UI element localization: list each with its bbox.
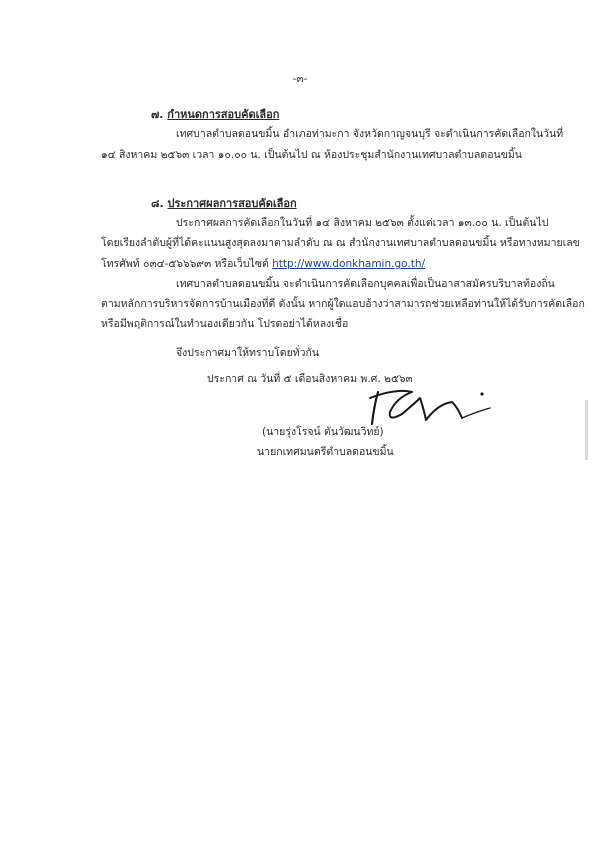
section-8-heading	[151, 197, 297, 211]
section-8-title: ประกาศผลการสอบคัดเลือก	[167, 197, 297, 210]
section-8-para2-line-3: หรือมีพฤติการณ์ในทำนองเดียวกัน โปรดอย่าได้หลงเชื่อ	[101, 318, 349, 330]
signer-name: (นายรุ่งโรจน์ ตันวัฒนวิทย์)	[262, 426, 384, 438]
section-7-number: ๗.	[151, 108, 164, 121]
section-8-line-3	[101, 257, 425, 271]
section-7-line-2: ๑๔ สิงหาคม ๒๕๖๓ เวลา ๑๐.๐๐ น. เป็นต้นไป ณ ห้องประชุมสำนักงานเทศบาลตำบลดอนขมิ้น	[101, 149, 522, 161]
section-8-para2-line-2: ตามหลักการบริหารจัดการบ้านเมืองที่ดี ดังนั้น หากผู้ใดแอบอ้างว่าสามารถช่วยเหลือท่านให้ได้รับการคัดเลือก	[101, 298, 585, 310]
page-number: -๓-	[292, 73, 308, 85]
section-8-para2-line-1: เทศบาลตำบลดอนขมิ้น จะดำเนินการคัดเลือกบุคคลเพื่อเป็นอาสาสมัครบริบาลท้องถิ่น	[176, 278, 555, 290]
section-8-line-1: ประกาศผลการคัดเลือกในวันที่ ๑๔ สิงหาคม ๒๕๖๓ ตั้งแต่เวลา ๑๓.๐๐ น. เป็นต้นไป	[176, 217, 549, 229]
handwritten-signature	[366, 384, 496, 429]
section-8-line-2: โดยเรียงลำดับผู้ที่ได้คะแนนสูงสุดลงมาตามลำดับ ณ ณ สำนักงานเทศบาลตำบลดอนขมิ้น หรือทางหมายเลข	[101, 237, 580, 249]
closing-text: จึงประกาศมาให้ทราบโดยทั่วกัน	[176, 347, 320, 359]
announcement-date: ประกาศ ณ วันที่ ๕ เดือนสิงหาคม พ.ศ. ๒๕๖๓	[207, 373, 413, 385]
scan-artifact	[585, 400, 588, 460]
section-7-line-1: เทศบาลตำบลดอนขมิ้น อำเภอท่ามะกา จังหวัดกาญจนบุรี จะดำเนินการคัดเลือกในวันที่	[176, 128, 564, 140]
section-8-number: ๘.	[151, 197, 164, 210]
signer-title: นายกเทศมนตรีตำบลดอนขมิ้น	[257, 446, 394, 458]
section-7-heading	[151, 108, 279, 122]
website-link[interactable]: http://www.donkhamin.go.th/	[272, 258, 426, 270]
phone-text: โทรศัพท์ ๐๓๔-๕๖๖๖๙๓ หรือเว็บไซต์	[101, 258, 269, 270]
section-7-title: กำหนดการสอบคัดเลือก	[167, 108, 280, 121]
